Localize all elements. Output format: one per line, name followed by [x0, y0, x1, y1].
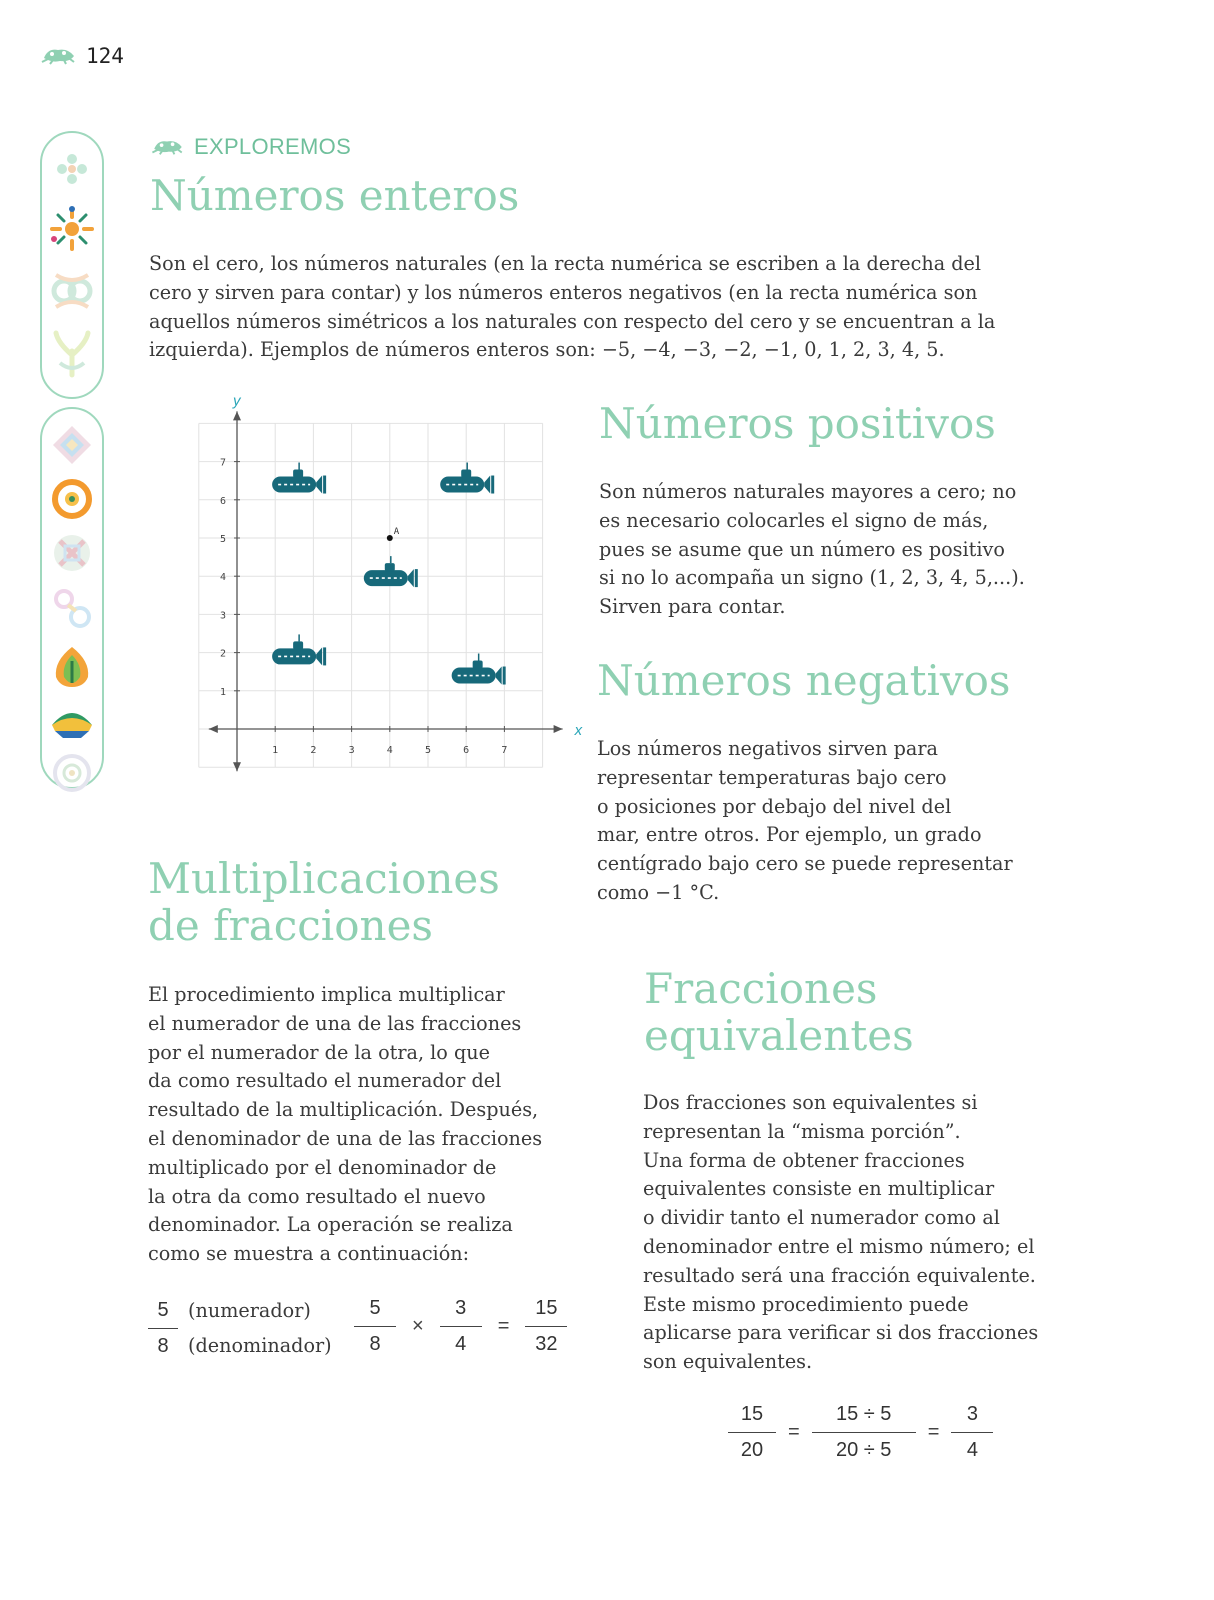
- multiplication-equation: [354, 1297, 567, 1356]
- fraction-a-denominator: 8: [369, 1333, 381, 1355]
- text-line: por el numerador de la otra, lo que: [148, 1040, 490, 1064]
- fraction-b: [440, 1297, 482, 1356]
- text-line: el denominador de una de las fracciones: [148, 1126, 543, 1150]
- submarine-icon: [440, 463, 494, 494]
- text-enteros: [149, 250, 1069, 365]
- submarine-part: [484, 476, 490, 494]
- submarine-part: [491, 476, 494, 494]
- text-line: representar temperaturas bajo cero: [597, 765, 947, 789]
- fraction-original-denominator: 20: [740, 1439, 764, 1461]
- title-positivos: Números positivos: [599, 399, 996, 448]
- x-tick-label: 5: [424, 745, 432, 756]
- title-enteros: Números enteros: [150, 171, 520, 220]
- text-line: centígrado bajo cero se puede representar: [597, 852, 1013, 876]
- page-number: 124: [86, 44, 124, 68]
- submarine-icon: [272, 463, 326, 494]
- section-label: [150, 134, 351, 160]
- equivalence-equation: [728, 1403, 993, 1462]
- rainbow-fan-icon: [49, 701, 95, 741]
- sidebar-top: [40, 131, 104, 399]
- submarine-part: [293, 470, 303, 478]
- submarine-icon: [364, 556, 418, 587]
- submarine-part: [473, 661, 483, 669]
- title-negativos: Números negativos: [597, 656, 1011, 705]
- text-line: aplicarse para verificar si dos fracciones: [643, 1321, 1039, 1345]
- text-line: denominador. La operación se realiza: [148, 1213, 513, 1237]
- x-tick-label: 7: [501, 745, 508, 756]
- submarine-part: [316, 647, 322, 665]
- text-line: equivalentes consiste en multiplicar: [643, 1177, 995, 1201]
- y-tick-label: 5: [219, 534, 227, 545]
- submarine-part: [496, 667, 502, 685]
- text-line: como se muestra a continuación:: [148, 1242, 470, 1266]
- text-line: resultado de la multiplicación. Después,: [148, 1098, 539, 1122]
- numerator-label: (numerador): [188, 1299, 311, 1322]
- text-line: Son el cero, los números naturales (en la recta numérica se escriben a la derecha del: [149, 252, 982, 275]
- equals-sign: =: [497, 1315, 510, 1337]
- submarine-part: [408, 569, 414, 587]
- text-line: Este mismo procedimiento puede: [643, 1292, 969, 1316]
- y-tick-label: 6: [219, 495, 227, 507]
- legend-fraction: [148, 1299, 178, 1358]
- text-line: multiplicado por el denominador de: [148, 1155, 497, 1179]
- y-tick-label: 2: [219, 648, 227, 660]
- x-tick-label: 1: [272, 745, 279, 756]
- fraction-legend: [148, 1297, 332, 1361]
- submarine-part: [461, 470, 471, 478]
- page-header: [40, 44, 124, 68]
- text-line: izquierda). Ejemplos de números enteros son: −5, −4, −3, −2, −1, 0, 1, 2, 3, 4, 5.: [149, 338, 945, 362]
- x-tick-label: 3: [348, 745, 355, 756]
- legend-labels: [188, 1297, 332, 1361]
- text-line: son equivalentes.: [643, 1350, 813, 1374]
- y-tick-label: 3: [219, 610, 227, 622]
- coordinate-chart: [190, 392, 583, 778]
- x-axis-arrow: [554, 725, 563, 733]
- title-line: Multiplicaciones: [148, 854, 500, 903]
- text-line: si no lo acompaña un signo (1, 2, 3, 4, 5,...).: [599, 566, 1025, 590]
- fraction-divided-denominator: 20 ÷ 5: [835, 1439, 892, 1461]
- y-tick-label: 1: [219, 686, 227, 698]
- fraction-original-numerator: 15: [728, 1403, 776, 1433]
- y-axis-arrow: [233, 411, 241, 420]
- x-tick-label: 4: [386, 745, 393, 756]
- text-line: pues se asume que un número es positivo: [599, 537, 1005, 561]
- point-a: [387, 535, 393, 541]
- submarine-part: [316, 476, 322, 494]
- fraction-result-numerator: 15: [525, 1297, 567, 1327]
- text-line: la otra da como resultado el nuevo: [148, 1184, 486, 1208]
- text-equivalentes: [643, 1089, 1093, 1377]
- submarine-part: [503, 667, 506, 685]
- fraction-simplified-numerator: 3: [951, 1403, 993, 1433]
- text-line: representan la “misma porción”.: [643, 1119, 961, 1143]
- y-axis-label: y: [233, 392, 241, 410]
- y-tick-label: 4: [219, 572, 227, 584]
- text-line: da como resultado el numerador del: [148, 1069, 502, 1093]
- y-tick-label: 7: [219, 457, 227, 469]
- text-line: aquellos números simétricos a los naturales con respecto del cero y se encuentran a la: [149, 309, 996, 333]
- x-axis-arrow-left: [209, 725, 218, 733]
- sprout-figure-icon: [48, 329, 96, 379]
- submarine-part: [293, 641, 303, 649]
- text-line: como −1 °C.: [597, 880, 720, 904]
- text-line: denominador entre el mismo número; el: [643, 1234, 1035, 1258]
- x-axis-label: x: [574, 722, 583, 739]
- submarine-part: [323, 647, 326, 665]
- denominator-label: (denominador): [188, 1333, 332, 1357]
- sun-figure-icon: [48, 205, 96, 253]
- x-tick-label: 6: [463, 745, 470, 756]
- text-multiplicaciones: [148, 981, 588, 1269]
- chain-links-icon: [50, 585, 94, 633]
- text-negativos: [597, 735, 1067, 908]
- text-positivos: [599, 478, 1069, 622]
- submarine-part: [323, 476, 326, 494]
- text-line: Sirven para contar.: [599, 595, 786, 619]
- fraction-divided: [812, 1403, 916, 1462]
- equals-sign: =: [788, 1421, 800, 1443]
- text-line: mar, entre otros. Por ejemplo, un grado: [597, 823, 982, 847]
- text-line: o dividir tanto el numerador como al: [643, 1206, 1000, 1230]
- legend-numerator: 5: [148, 1299, 178, 1329]
- fraction-divided-numerator: 15 ÷ 5: [812, 1403, 916, 1433]
- title-line: de fracciones: [148, 901, 433, 951]
- submarine-part: [385, 563, 395, 571]
- title-line: Fracciones: [644, 964, 878, 1013]
- text-line: El procedimiento implica multiplicar: [148, 983, 505, 1006]
- text-line: el numerador de una de las fracciones: [148, 1011, 522, 1035]
- fraction-b-numerator: 3: [440, 1297, 482, 1327]
- x-tick-label: 2: [310, 745, 317, 756]
- text-line: resultado será una fracción equivalente.: [643, 1263, 1036, 1287]
- times-sign: ×: [412, 1315, 424, 1337]
- submarine-icon: [452, 654, 506, 685]
- linked-figures-icon: [48, 267, 96, 315]
- submarine-icon: [272, 634, 326, 665]
- text-line: o posiciones por debajo del nivel del: [597, 794, 952, 818]
- fraction-original: [728, 1403, 776, 1462]
- equals-sign: =: [927, 1421, 940, 1443]
- title-multiplicaciones: [148, 855, 500, 949]
- frog-logo-icon: [150, 136, 186, 158]
- leaf-flame-icon: [50, 643, 94, 691]
- text-line: cero y sirven para contar) y los números enteros negativos (en la recta numérica son: [149, 280, 978, 304]
- eye-circle-icon: [50, 751, 94, 795]
- text-line: Son números naturales mayores a cero; no: [599, 480, 1017, 503]
- fraction-result: [525, 1297, 567, 1356]
- fraction-a: [354, 1297, 396, 1356]
- title-equivalentes: [644, 965, 914, 1059]
- fraction-b-denominator: 4: [455, 1333, 467, 1355]
- text-line: Una forma de obtener fracciones: [643, 1148, 965, 1172]
- fraction-result-denominator: 32: [535, 1333, 558, 1355]
- diamond-pattern-icon: [50, 423, 94, 467]
- legend-denominator: 8: [157, 1335, 169, 1358]
- frog-logo-icon: [40, 44, 78, 68]
- crossed-square-icon: [50, 531, 94, 575]
- orange-ring-icon: [50, 477, 94, 521]
- submarine-part: [415, 569, 418, 587]
- text-line: Dos fracciones son equivalentes si: [643, 1091, 978, 1114]
- sidebar-bottom: [40, 407, 104, 789]
- fraction-simplified: [951, 1403, 993, 1462]
- lotus-pattern-icon: [50, 147, 94, 191]
- section-label-text: EXPLOREMOS: [194, 134, 352, 159]
- text-line: Los números negativos sirven para: [597, 737, 938, 760]
- title-line: equivalentes: [644, 1011, 914, 1061]
- point-a-label: A: [393, 527, 400, 537]
- text-line: es necesario colocarles el signo de más,: [599, 508, 989, 532]
- fraction-simplified-denominator: 4: [966, 1439, 978, 1461]
- fraction-a-numerator: 5: [354, 1297, 396, 1327]
